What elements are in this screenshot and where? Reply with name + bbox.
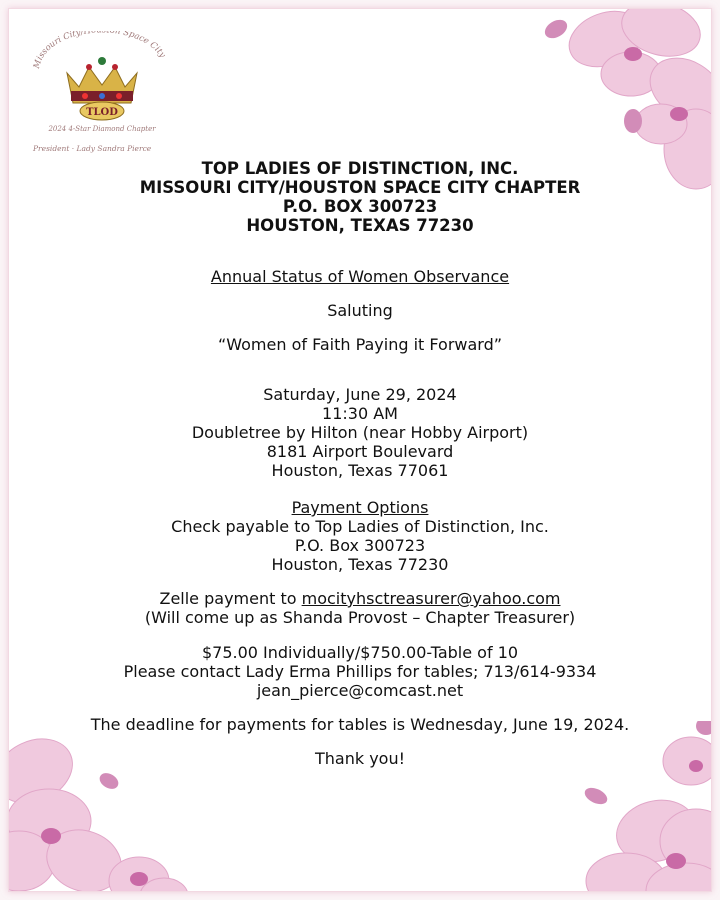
zelle-prefix: Zelle payment to: [159, 589, 302, 608]
organization-header: [9, 159, 711, 235]
pricing-info: [9, 643, 711, 700]
payment-heading: Payment Options: [291, 498, 429, 517]
price-text: $75.00 Individually/$750.00-Table of 10: [201, 643, 519, 662]
chapter-name: MISSOURI CITY/HOUSTON SPACE CITY CHAPTER: [139, 178, 581, 197]
header-po-box: P.O. BOX 300723: [282, 197, 438, 216]
payment-po-box: P.O. Box 300723: [294, 536, 426, 555]
logo-president: President · Lady Sandra Pierce: [33, 144, 152, 153]
event-date: Saturday, June 29, 2024: [263, 385, 457, 404]
zelle-email-link[interactable]: mocityhsctreasurer@yahoo.com: [301, 589, 561, 608]
event-time: 11:30 AM: [322, 404, 398, 423]
event-street: 8181 Airport Boulevard: [266, 442, 454, 461]
logo-arc-text: Missouri City/H n Space City: [31, 31, 168, 70]
deadline-text: The deadline for payments for tables is Wednesday, June 19, 2024.: [90, 715, 630, 734]
header-city: HOUSTON, TEXAS 77230: [246, 216, 474, 235]
logo-badge: TLOD: [86, 107, 118, 118]
zelle-line: [9, 589, 711, 608]
orchid-decoration-bottom-left: [8, 711, 199, 892]
contact-text: Please contact Lady Erma Phillips for tables; 713/614-9334: [123, 662, 597, 681]
org-name: TOP LADIES OF DISTINCTION, INC.: [201, 159, 519, 178]
payment-check: Check payable to Top Ladies of Distinction, Inc.: [171, 517, 549, 536]
orchid-decoration-bottom-right: [556, 721, 712, 892]
event-title-row: [9, 267, 711, 286]
event-title: Annual Status of Women Observance: [210, 267, 510, 286]
event-theme: “Women of Faith Paying it Forward”: [217, 335, 503, 354]
flyer-page: [8, 8, 712, 892]
payment-options: [9, 498, 711, 574]
event-details: [9, 385, 711, 480]
chapter-logo: [27, 31, 177, 156]
svg-text:Missouri City/Houston Space Ci: [32, 31, 168, 71]
event-city: Houston, Texas 77061: [271, 461, 449, 480]
payment-city: Houston, Texas 77230: [271, 555, 449, 574]
zelle-note: (Will come up as Shanda Provost – Chapter Treasurer): [144, 608, 576, 627]
thank-you-text: Thank you!: [314, 749, 406, 768]
logo-lower-text: 2024 4-Star Diamond Chapter: [48, 125, 156, 133]
zelle-info: [9, 589, 711, 627]
saluting-text: Saluting: [327, 301, 393, 320]
event-venue: Doubletree by Hilton (near Hobby Airport): [191, 423, 529, 442]
contact-email: jean_pierce@comcast.net: [256, 681, 464, 700]
